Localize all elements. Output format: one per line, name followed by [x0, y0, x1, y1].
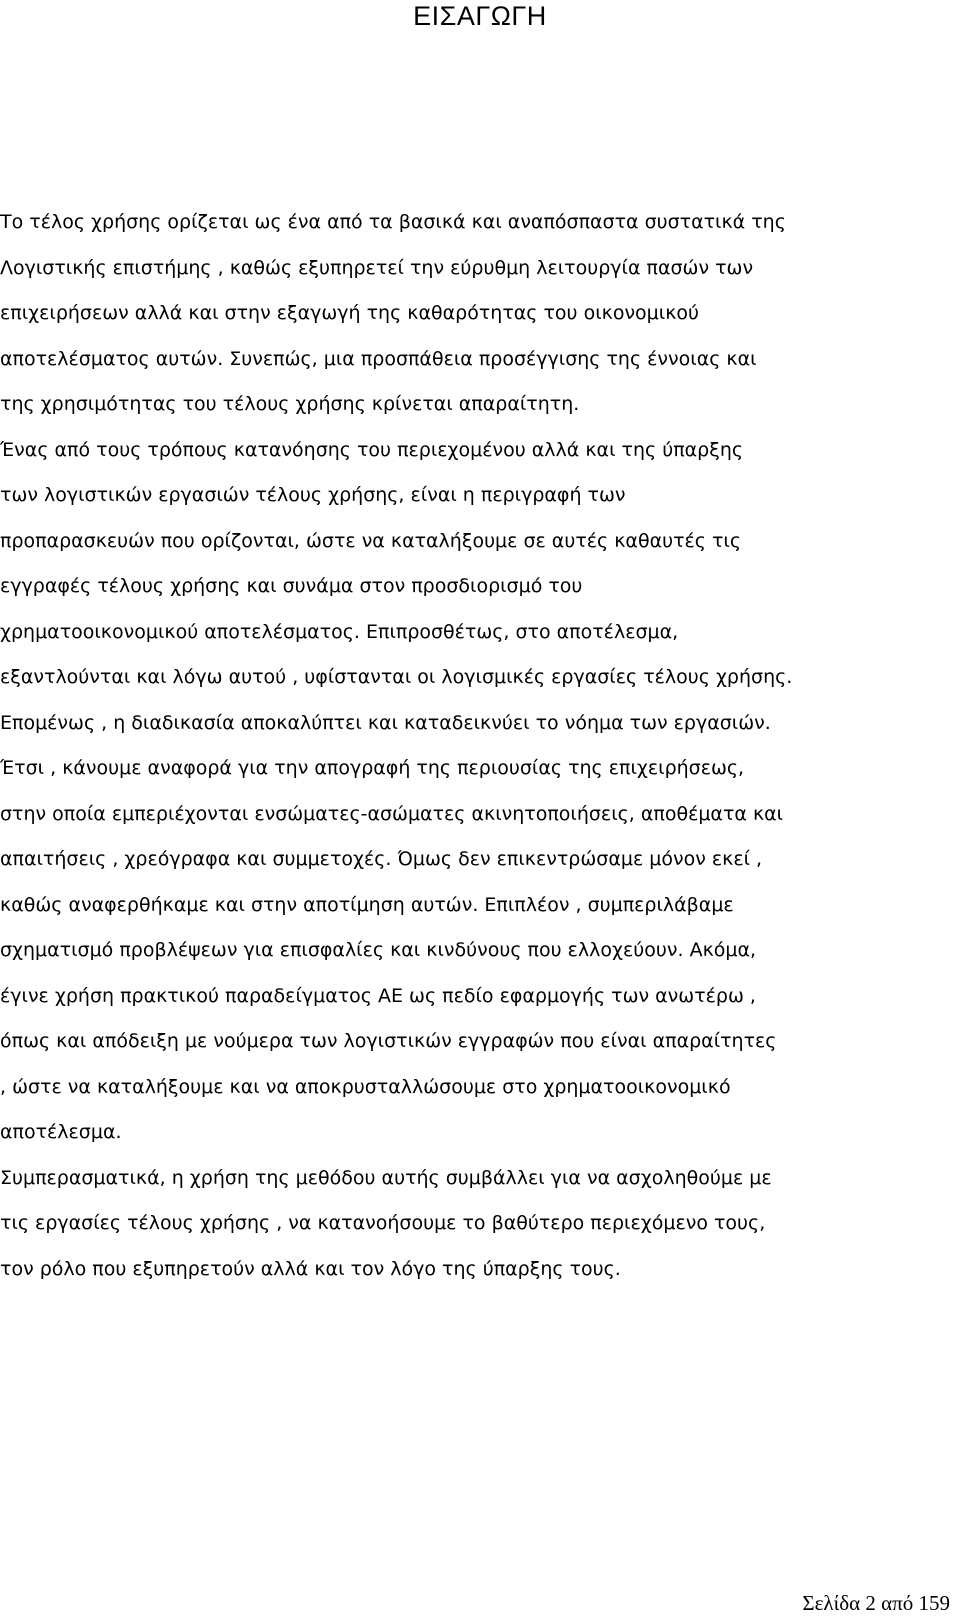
body-text: [0, 200, 960, 1292]
text-line: έγινε χρήση πρακτικού παραδείγματος ΑΕ ως πεδίο εφαρμογής των ανωτέρω ,: [0, 984, 756, 1007]
text-line: της χρησιμότητας του τέλους χρήσης κρίνεται απαραίτητη.: [0, 393, 580, 415]
text-line: εγγραφές τέλους χρήσης και συνάμα στον προσδιορισμό του: [0, 575, 583, 597]
text-line: Συμπερασματικά, η χρήση της μεθόδου αυτής συμβάλλει για να ασχοληθούμε με: [0, 1166, 772, 1189]
text-line: Ένας από τους τρόπους κατανόησης του περιεχομένου αλλά και της ύπαρξης: [0, 438, 744, 461]
page-title: ΕΙΣΑΓΩΓΗ: [413, 1, 547, 31]
text-line: Λογιστικής επιστήμης , καθώς εξυπηρετεί την εύρυθμη λειτουργία πασών των: [0, 256, 754, 279]
text-line: Επομένως , η διαδικασία αποκαλύπτει και καταδεικνύει το νόημα των εργασιών.: [0, 711, 771, 734]
page-number: Σελίδα 2 από 159: [802, 1591, 950, 1615]
text-line: σχηματισμό προβλέψεων για επισφαλίες και κινδύνους που ελλοχεύουν. Ακόμα,: [0, 939, 757, 961]
text-line: Έτσι , κάνουμε αναφορά για την απογραφή της περιουσίας της επιχειρήσεως,: [0, 757, 745, 779]
text-line: Το τέλος χρήσης ορίζεται ως ένα από τα βασικά και αναπόσπαστα συστατικά της: [0, 211, 786, 233]
text-line: τις εργασίες τέλους χρήσης , να κατανοήσουμε το βαθύτερο περιεχόμενο τους,: [0, 1212, 766, 1234]
text-line: αποτελέσματος αυτών. Συνεπώς, μια προσπάθεια προσέγγισης της έννοιας και: [0, 347, 757, 370]
text-line: αποτέλεσμα.: [0, 1121, 122, 1143]
text-line: των λογιστικών εργασιών τέλους χρήσης, είναι η περιγραφή των: [0, 484, 626, 506]
text-line: στην οποία εμπεριέχονται ενσώματες-ασώματες ακινητοποιήσεις, αποθέματα και: [0, 802, 784, 825]
text-line: απαιτήσεις , χρεόγραφα και συμμετοχές. Όμως δεν επικεντρώσαμε μόνον εκεί ,: [0, 848, 763, 870]
text-line: όπως και απόδειξη με νούμερα των λογιστικών εγγραφών που είναι απαραίτητες: [0, 1030, 777, 1052]
text-line: , ώστε να καταλήξουμε και να αποκρυσταλλώσουμε στο χρηματοοικονομικό: [0, 1075, 731, 1098]
text-line: προπαρασκευών που ορίζονται, ώστε να καταλήξουμε σε αυτές καθαυτές τις: [0, 529, 742, 552]
text-line: επιχειρήσεων αλλά και στην εξαγωγή της καθαρότητας του οικονομικού: [0, 302, 700, 324]
text-line: χρηματοοικονομικού αποτελέσματος. Επιπροσθέτως, στο αποτέλεσμα,: [0, 620, 679, 643]
text-line: τον ρόλο που εξυπηρετούν αλλά και τον λόγο της ύπαρξης τους.: [0, 1257, 621, 1280]
text-line: καθώς αναφερθήκαμε και στην αποτίμηση αυτών. Επιπλέον , συμπεριλάβαμε: [0, 893, 734, 916]
text-line: εξαντλούνται και λόγω αυτού , υφίστανται οι λογισμικές εργασίες τέλους χρήσης.: [0, 666, 793, 688]
